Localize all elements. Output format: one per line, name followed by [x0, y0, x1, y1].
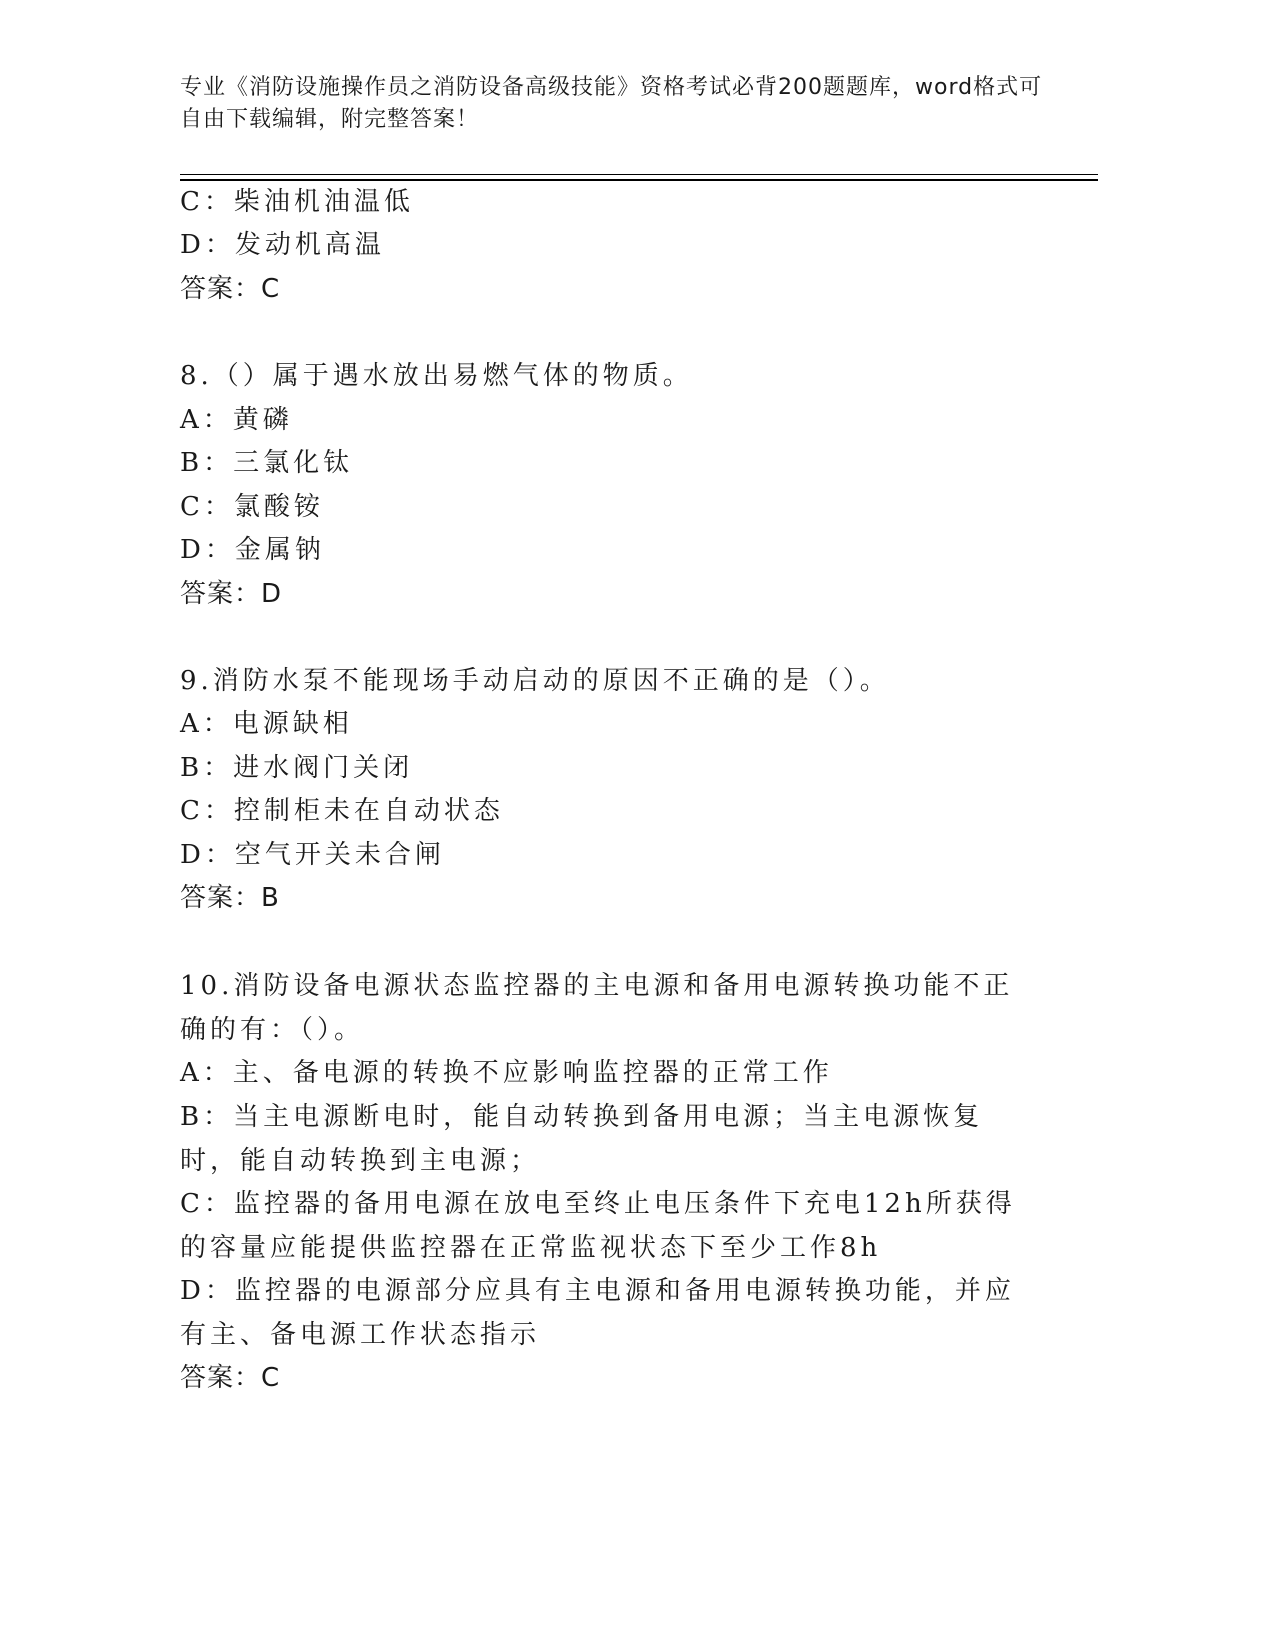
option-c: C：监控器的备用电源在放电至终止电压条件下充电12h所获得的容量应能提供监控器在正常监视状态下至少工作8h [180, 1189, 1016, 1263]
option-c: C：柴油机油温低 [180, 187, 414, 217]
answer: 答案：C [180, 1363, 281, 1393]
answer: 答案：D [180, 579, 283, 609]
option-a: A：电源缺相 [180, 709, 353, 739]
option-a: A：黄磷 [180, 405, 293, 435]
answer: 答案：B [180, 883, 280, 913]
option-a: A：主、备电源的转换不应影响监控器的正常工作 [180, 1058, 833, 1088]
header-rule-thin [180, 174, 1098, 175]
option-d: D：空气开关未合闸 [180, 840, 445, 870]
header-rule-thick [180, 179, 1098, 181]
option-b: B：三氯化钛 [180, 448, 354, 478]
option-b: B：进水阀门关闭 [180, 753, 414, 783]
document-header: 专业《消防设施操作员之消防设备高级技能》资格考试必背200题题库，word格式可自由下载编辑，附完整答案！ [180, 75, 1043, 132]
option-c: C：氯酸铵 [180, 492, 324, 522]
option-d: D：金属钠 [180, 535, 325, 565]
option-b: B：当主电源断电时，能自动转换到备用电源；当主电源恢复时，能自动转换到主电源； [180, 1102, 984, 1176]
option-d: D：监控器的电源部分应具有主电源和备用电源转换功能，并应有主、备电源工作状态指示 [180, 1276, 1015, 1350]
answer: 答案：C [180, 274, 281, 304]
option-d: D：发动机高温 [180, 230, 385, 260]
question-stem: 9.消防水泵不能现场手动启动的原因不正确的是（）。 [180, 666, 890, 696]
option-c: C：控制柜未在自动状态 [180, 796, 504, 826]
question-stem: 8.（）属于遇水放出易燃气体的物质。 [180, 361, 693, 391]
question-stem: 10.消防设备电源状态监控器的主电源和备用电源转换功能不正确的有：（）。 [180, 971, 1014, 1045]
